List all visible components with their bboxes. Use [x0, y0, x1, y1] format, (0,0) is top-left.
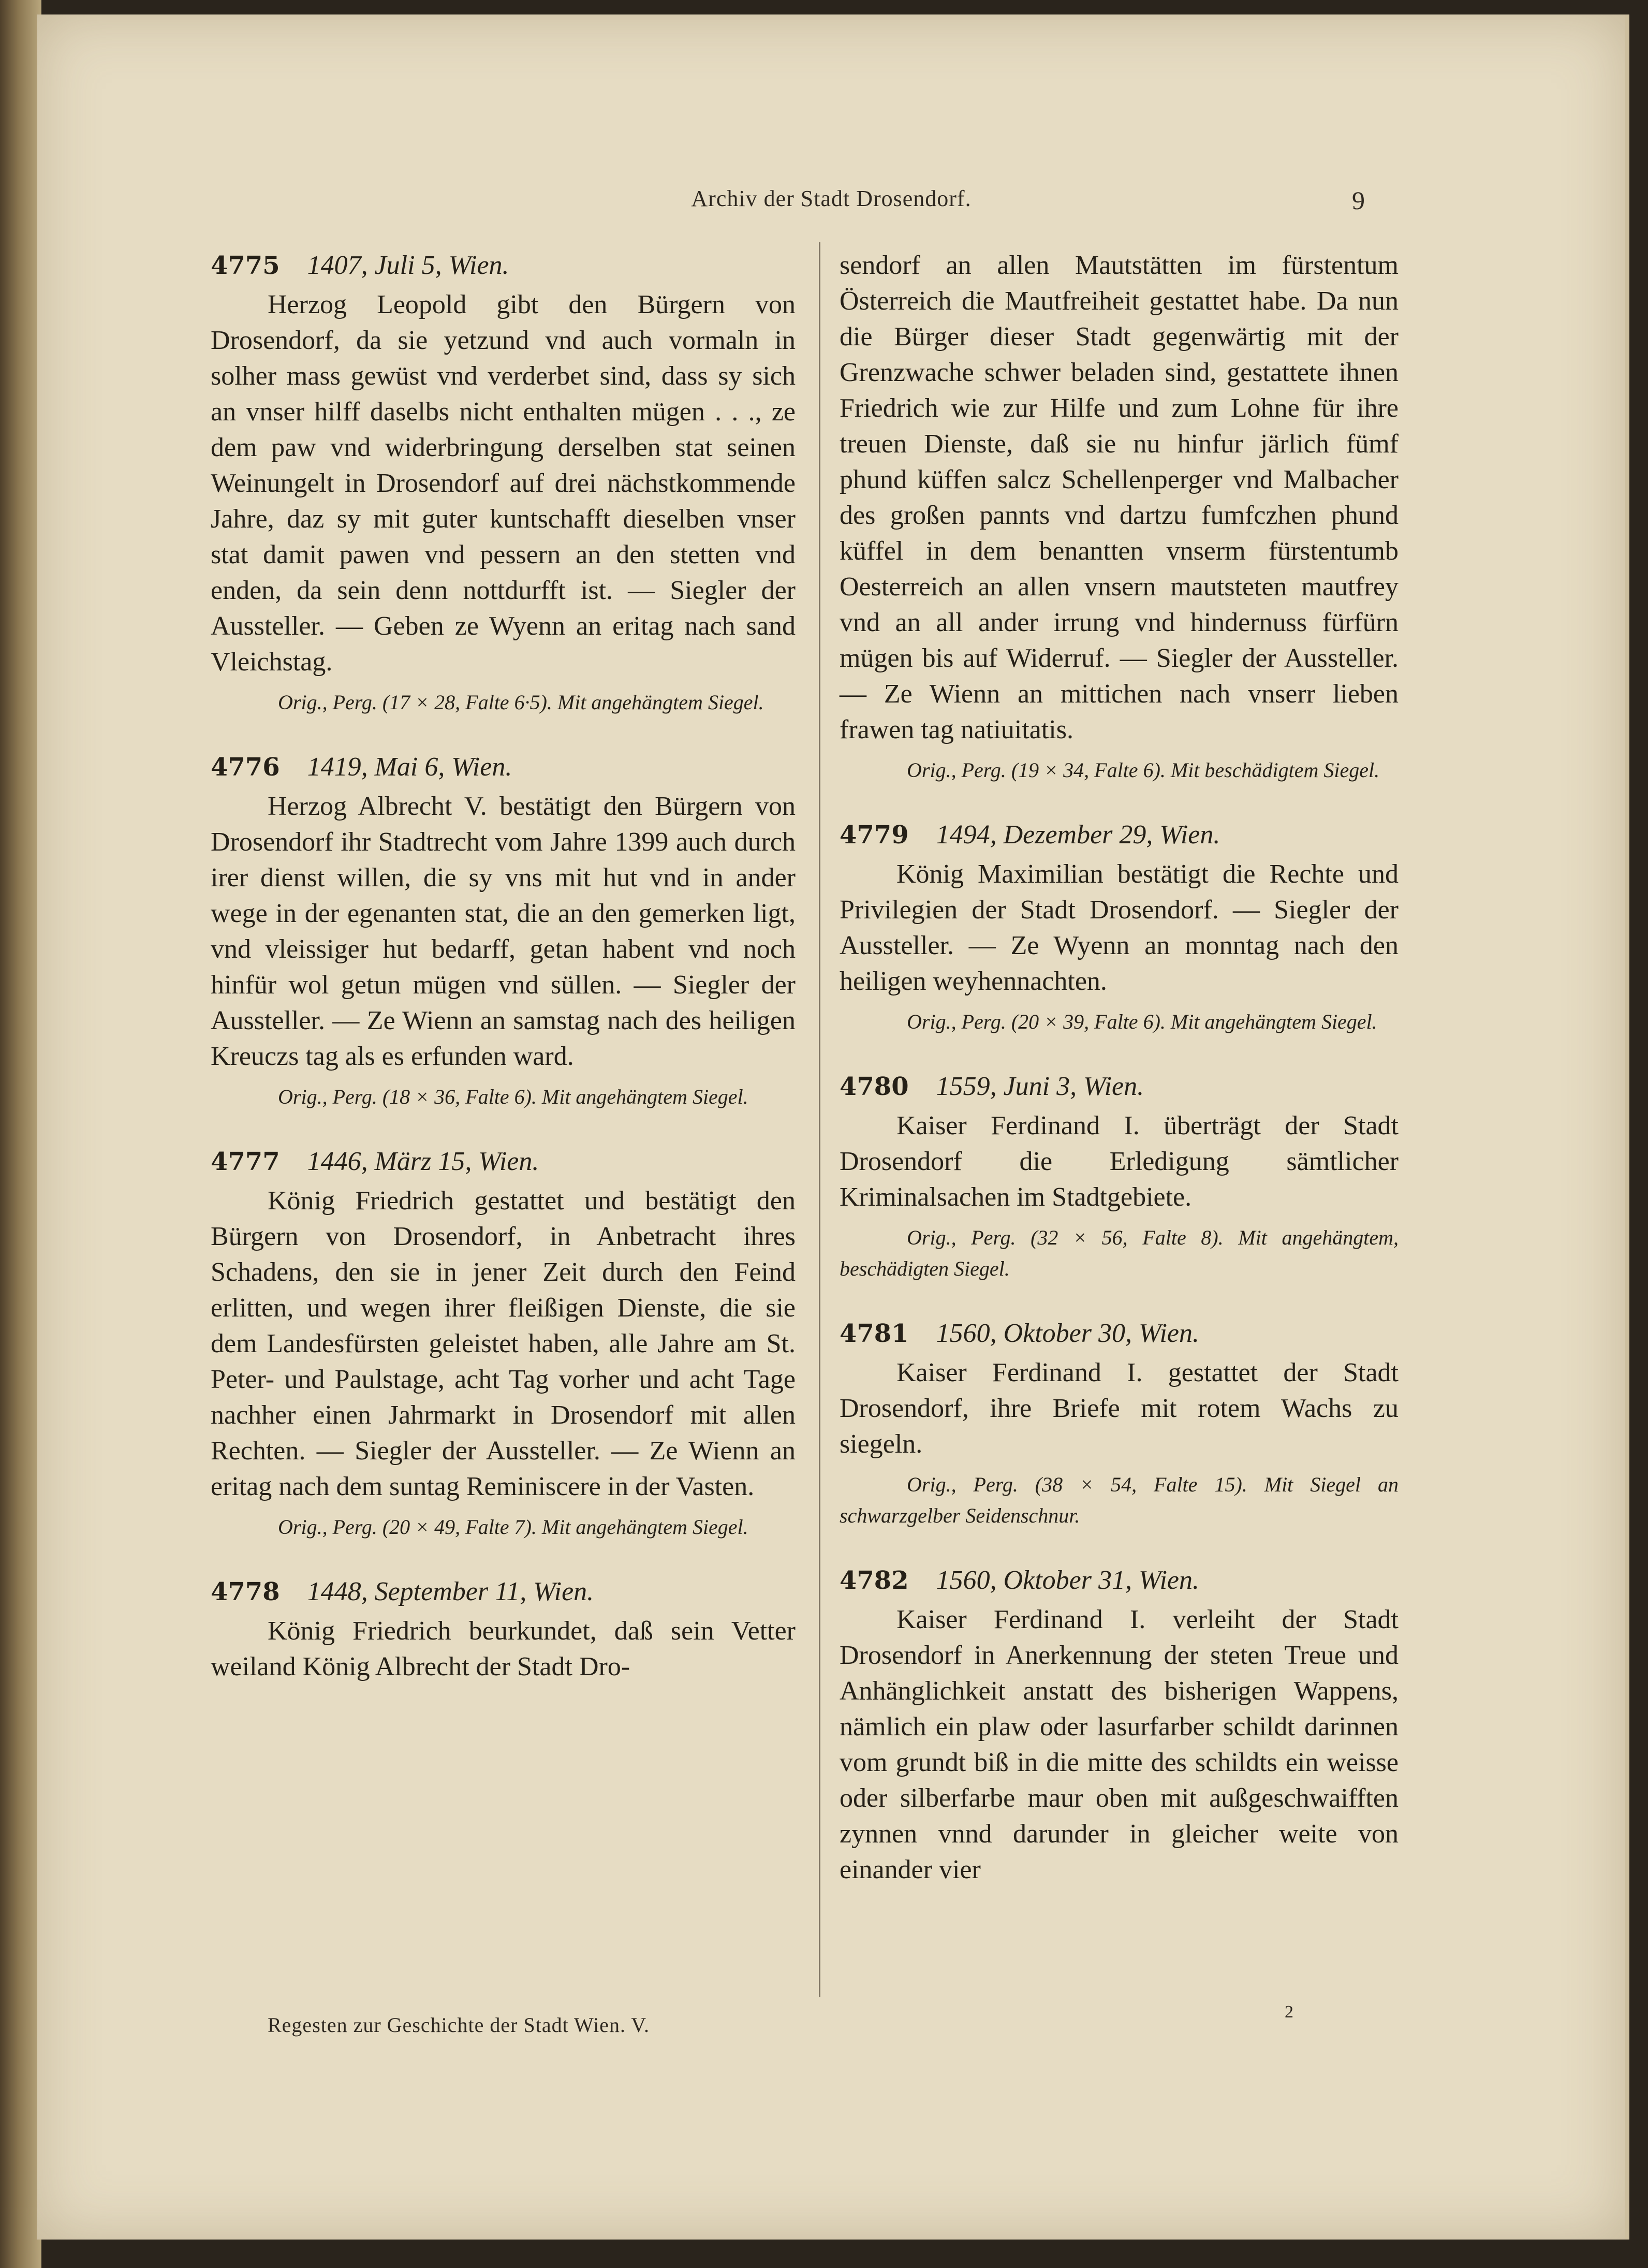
entry-date: 1419, Mai 6, Wien.: [307, 752, 512, 782]
book-spine-shadow: [0, 0, 41, 2268]
entry-number: 4781: [840, 1319, 909, 1348]
entry-note: Orig., Perg. (19 × 34, Falte 6). Mit beschädigtem Siegel.: [907, 758, 1380, 782]
entry-note: Orig., Perg. (20 × 39, Falte 6). Mit angehängtem Siegel.: [907, 1010, 1377, 1033]
entry-4778-continuation: [840, 247, 1399, 786]
entry-4775: [211, 247, 796, 718]
entry-4776: [211, 749, 796, 1113]
entry-text: Kaiser Ferdinand I. überträgt der Stadt Drosendorf die Erledigung sämtlicher Kriminalsachen im Stadtgebiete.: [840, 1111, 1399, 1212]
entry-date: 1560, Oktober 30, Wien.: [936, 1319, 1199, 1348]
entry-note: Orig., Perg. (18 × 36, Falte 6). Mit angehängtem Siegel.: [278, 1085, 748, 1108]
entry-heading: [840, 1315, 1399, 1352]
entry-heading: [840, 1562, 1399, 1599]
entry-heading: [211, 1574, 796, 1610]
entry-number: 4782: [840, 1566, 909, 1595]
entry-heading: [840, 1069, 1399, 1105]
entry-4782: [840, 1562, 1399, 1887]
page-number: 9: [1352, 186, 1365, 215]
entry-date: 1407, Juli 5, Wien.: [307, 251, 509, 280]
page-footer: Regesten zur Geschichte der Stadt Wien. V.: [268, 2013, 650, 2037]
entry-heading: [211, 1144, 796, 1180]
entry-4777: [211, 1144, 796, 1543]
entry-text: Herzog Albrecht V. bestätigt den Bürgern von Drosendorf ihr Stadtrecht vom Jahre 1399 auch durch irer dienst willen, die sy vns mit hut vnd in ander wege in der egenanten stat, die an den gemerken ligt, vnd vleissiger hut bedarff, getan habent vnd noch hinfür wol getun mügen vnd süllen. — Siegler der Aussteller. — Ze Wienn an samstag nach des heiligen Kreuczs tag als es erfunden ward.: [211, 792, 796, 1071]
entry-number: 4779: [840, 821, 909, 850]
entry-text: Kaiser Ferdinand I. gestattet der Stadt Drosendorf, ihre Briefe mit rotem Wachs zu siegeln.: [840, 1358, 1399, 1459]
entry-4778: [211, 1574, 796, 1685]
entry-date: 1494, Dezember 29, Wien.: [936, 820, 1220, 850]
entry-note: Orig., Perg. (32 × 56, Falte 8). Mit angehängtem, beschädigten Siegel.: [840, 1226, 1399, 1280]
entry-date: 1448, September 11, Wien.: [307, 1577, 594, 1606]
entry-number: 4777: [211, 1147, 280, 1176]
entry-date: 1559, Juni 3, Wien.: [936, 1072, 1144, 1101]
entry-note: Orig., Perg. (38 × 54, Falte 15). Mit Siegel an schwarzgelber Seidenschnur.: [840, 1473, 1399, 1527]
left-column: [211, 247, 796, 1716]
entry-number: 4778: [211, 1577, 280, 1606]
entry-text: König Friedrich gestattet und bestätigt den Bürgern von Drosendorf, in Anbetracht ihres Schadens, den sie in jener Zeit durch den Feind erlitten, und wegen ihrer fleißigen Dienste, die sie dem Landesfürsten geleistet haben, alle Jahre am St. Peter- und Paulstage, acht Tag vorher und acht Tage nachher einen Jahrmarkt in Drosendorf mit allen Rechten. — Siegler der Aussteller. — Ze Wienn an eritag nach dem suntag Reminiscere in der Vasten.: [211, 1186, 796, 1501]
entry-4779: [840, 817, 1399, 1037]
right-column: [819, 247, 1399, 1919]
entry-number: 4776: [211, 753, 280, 782]
entry-note: Orig., Perg. (17 × 28, Falte 6·5). Mit angehängtem Siegel.: [278, 691, 764, 714]
document-page: [37, 14, 1629, 2240]
entry-note: Orig., Perg. (20 × 49, Falte 7). Mit angehängtem Siegel.: [278, 1515, 748, 1539]
entry-4780: [840, 1069, 1399, 1284]
entry-number: 4780: [840, 1072, 909, 1101]
entry-heading: [211, 247, 796, 284]
entry-date: 1560, Oktober 31, Wien.: [936, 1565, 1199, 1595]
running-header: Archiv der Stadt Drosendorf.: [691, 186, 972, 211]
entry-text: König Maximilian bestätigt die Rechte und Privilegien der Stadt Drosendorf. — Siegler der Aussteller. — Ze Wyenn an monntag nach den heiligen weyhennachten.: [840, 859, 1399, 996]
entry-text: Herzog Leopold gibt den Bürgern von Drosendorf, da sie yetzund vnd auch vormaln in solher mass gewüst vnd verderbet sind, dass sy sich an vnser hilff daselbs nicht enthalten mügen . . ., ze dem paw vnd widerbringung derselben stat seinen Weinungelt in Drosendorf auf drei nächstkommende Jahre, daz sy mit guter kuntschafft dieselben vnser stat damit pawen vnd pessern an den stetten vnd enden, da sein denn nottdurfft ist. — Siegler der Aussteller. — Geben ze Wyenn an eritag nach sand Vleichstag.: [211, 290, 796, 677]
signature-mark: 2: [1285, 2002, 1293, 2022]
entry-text: sendorf an allen Mautstätten im fürstentum Österreich die Mautfreiheit gestattet habe. Da nun die Bürger dieser Stadt gegenwärtig mit der Grenzwache schwer beladen sind, gestattete ihnen Friedrich wie zur Hilfe und zum Lohne für ihre treuen Dienste, daß sie nu hinfur järlich fümf phund küffen salcz Schellenperger vnd Malbacher des großen pannts vnd dartzu fumfczhen phund küffel in dem benantten vnserm fürstentumb Oesterreich an allen vnsern mautsteten mautfrey vnd an all ander irrung vnd hindernuss fürfürn mügen bis auf Widerruf. — Siegler der Aussteller. — Ze Wienn an mittichen nach vnserr lieben frawen tag natiuitatis.: [840, 251, 1399, 744]
entry-text: König Friedrich beurkundet, daß sein Vetter weiland König Albrecht der Stadt Dro-: [211, 1616, 796, 1681]
entry-heading: [840, 817, 1399, 853]
entry-heading: [211, 749, 796, 785]
entry-4781: [840, 1315, 1399, 1531]
entry-number: 4775: [211, 251, 280, 280]
entry-date: 1446, März 15, Wien.: [307, 1147, 539, 1176]
entry-text: Kaiser Ferdinand I. verleiht der Stadt Drosendorf in Anerkennung der steten Treue und Anhänglichkeit anstatt des bisherigen Wappens, nämlich ein plaw oder lasurfarber schildt darinnen vom grundt biß in die mitte des schildts ein weisse oder silberfarbe maur oben mit außgeschwaifften zynnen vnnd darunder in gleicher weite von einander vier: [840, 1605, 1399, 1884]
